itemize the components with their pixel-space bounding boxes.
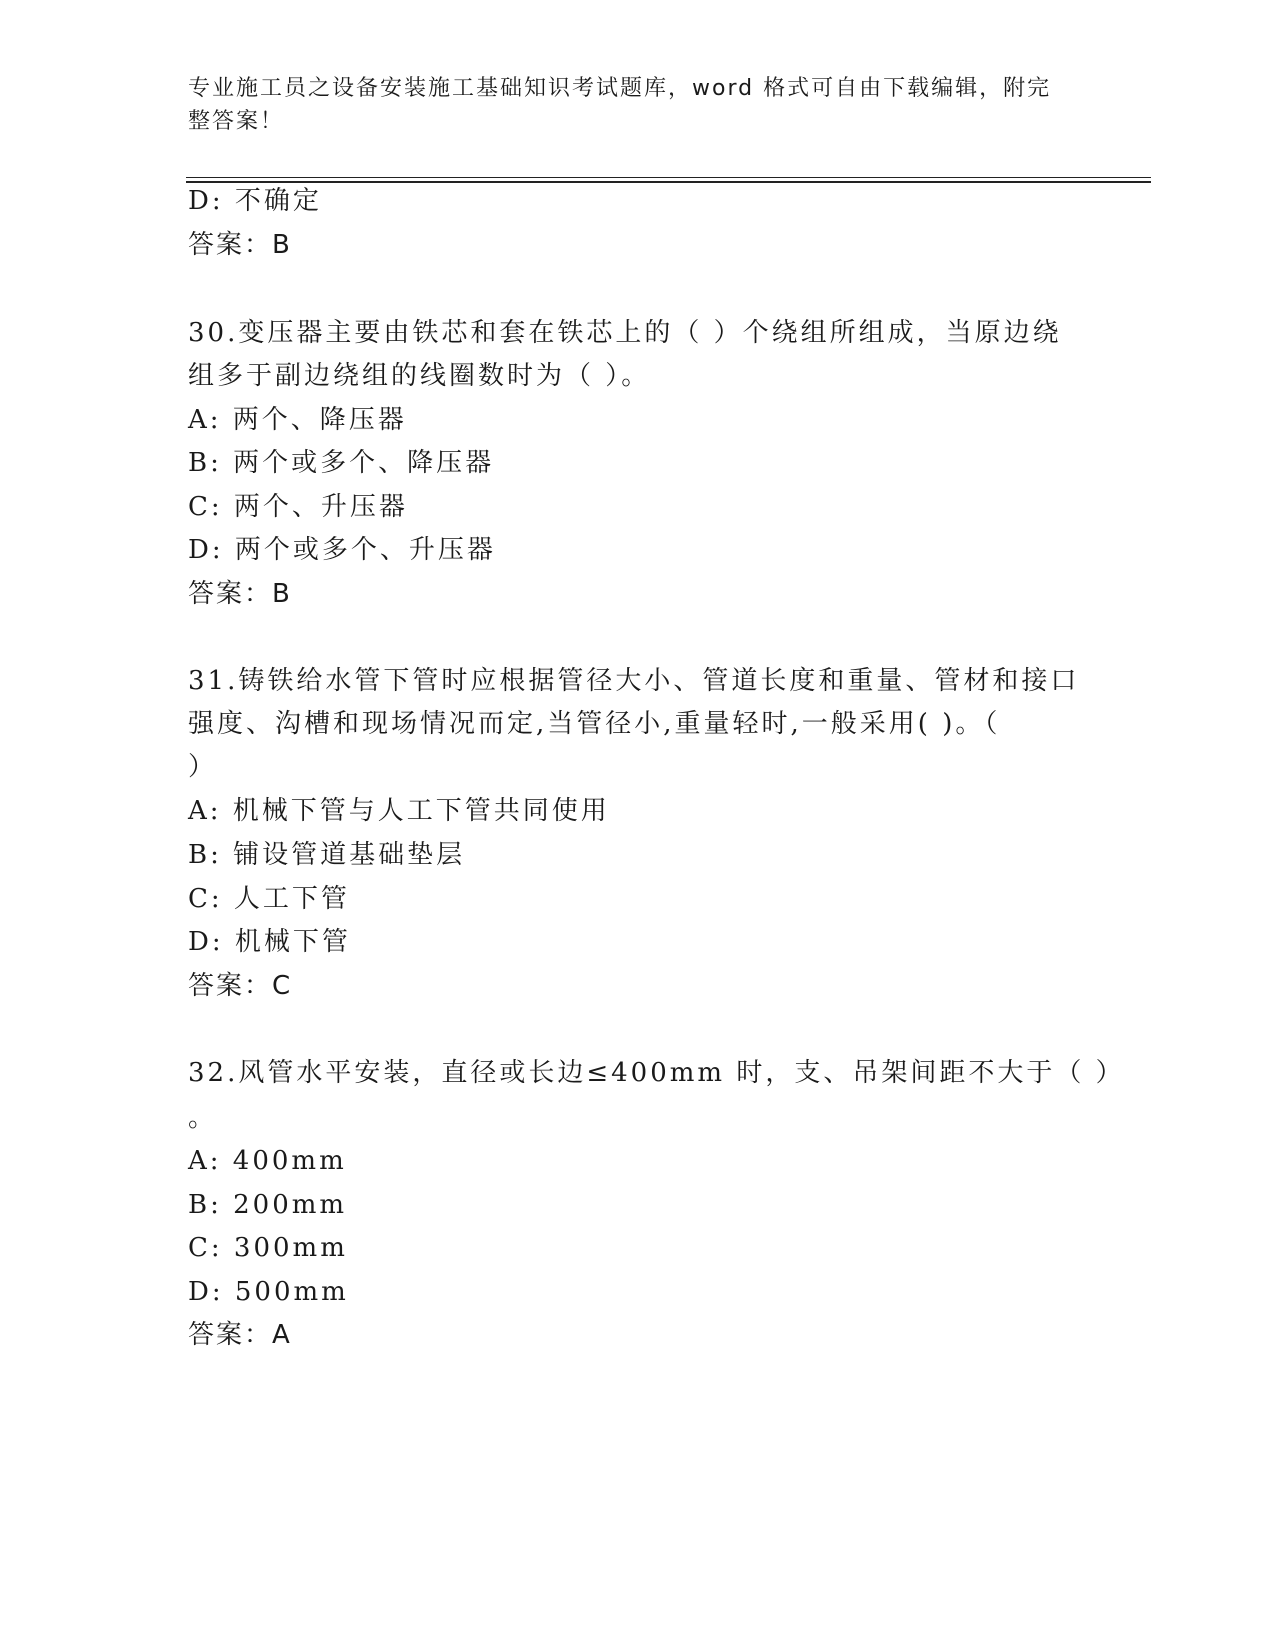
q31-option-c: C: 人工下管 bbox=[188, 884, 350, 914]
q31-stem-line-3: ） bbox=[188, 752, 218, 782]
carry-over-option-d: D: 不确定 bbox=[188, 186, 322, 216]
q30-option-a: A: 两个、降压器 bbox=[188, 405, 407, 435]
q30-option-c: C: 两个、升压器 bbox=[188, 492, 408, 522]
q32-stem-line-1: 32.风管水平安装，直径或长边≤400mm 时，支、吊架间距不大于（ ） bbox=[188, 1058, 1125, 1088]
q32-option-a: A: 400mm bbox=[188, 1146, 347, 1176]
q32-answer: 答案：A bbox=[188, 1320, 292, 1350]
q32-option-c: C: 300mm bbox=[188, 1233, 348, 1263]
q31-option-d: D: 机械下管 bbox=[188, 927, 351, 957]
q32-stem-line-2: 。 bbox=[188, 1103, 218, 1133]
q31-option-b: B: 铺设管道基础垫层 bbox=[188, 840, 466, 870]
page-header: 专业施工员之设备安装施工基础知识考试题库，word 格式可自由下载编辑，附完整答案！ bbox=[188, 76, 1052, 134]
header-divider-thin bbox=[186, 177, 1151, 178]
carry-over-answer: 答案：B bbox=[188, 230, 292, 260]
q31-option-a: A: 机械下管与人工下管共同使用 bbox=[188, 796, 610, 826]
q30-stem-line-1: 30.变压器主要由铁芯和套在铁芯上的（ ）个绕组所组成，当原边绕 bbox=[188, 318, 1062, 348]
header-divider-thick bbox=[186, 181, 1151, 183]
q30-option-d: D: 两个或多个、升压器 bbox=[188, 535, 496, 565]
q31-answer: 答案：C bbox=[188, 971, 293, 1001]
q30-stem-line-2: 组多于副边绕组的线圈数时为（ ）。 bbox=[188, 361, 651, 391]
q30-option-b: B: 两个或多个、降压器 bbox=[188, 448, 495, 478]
q32-option-b: B: 200mm bbox=[188, 1190, 348, 1220]
q30-answer: 答案：B bbox=[188, 579, 292, 609]
q31-stem-line-2: 强度、沟槽和现场情况而定,当管径小,重量轻时,一般采用( )。（ bbox=[188, 709, 1001, 739]
q32-option-d: D: 500mm bbox=[188, 1277, 349, 1307]
q31-stem-line-1: 31.铸铁给水管下管时应根据管径大小、管道长度和重量、管材和接口 bbox=[188, 666, 1080, 696]
